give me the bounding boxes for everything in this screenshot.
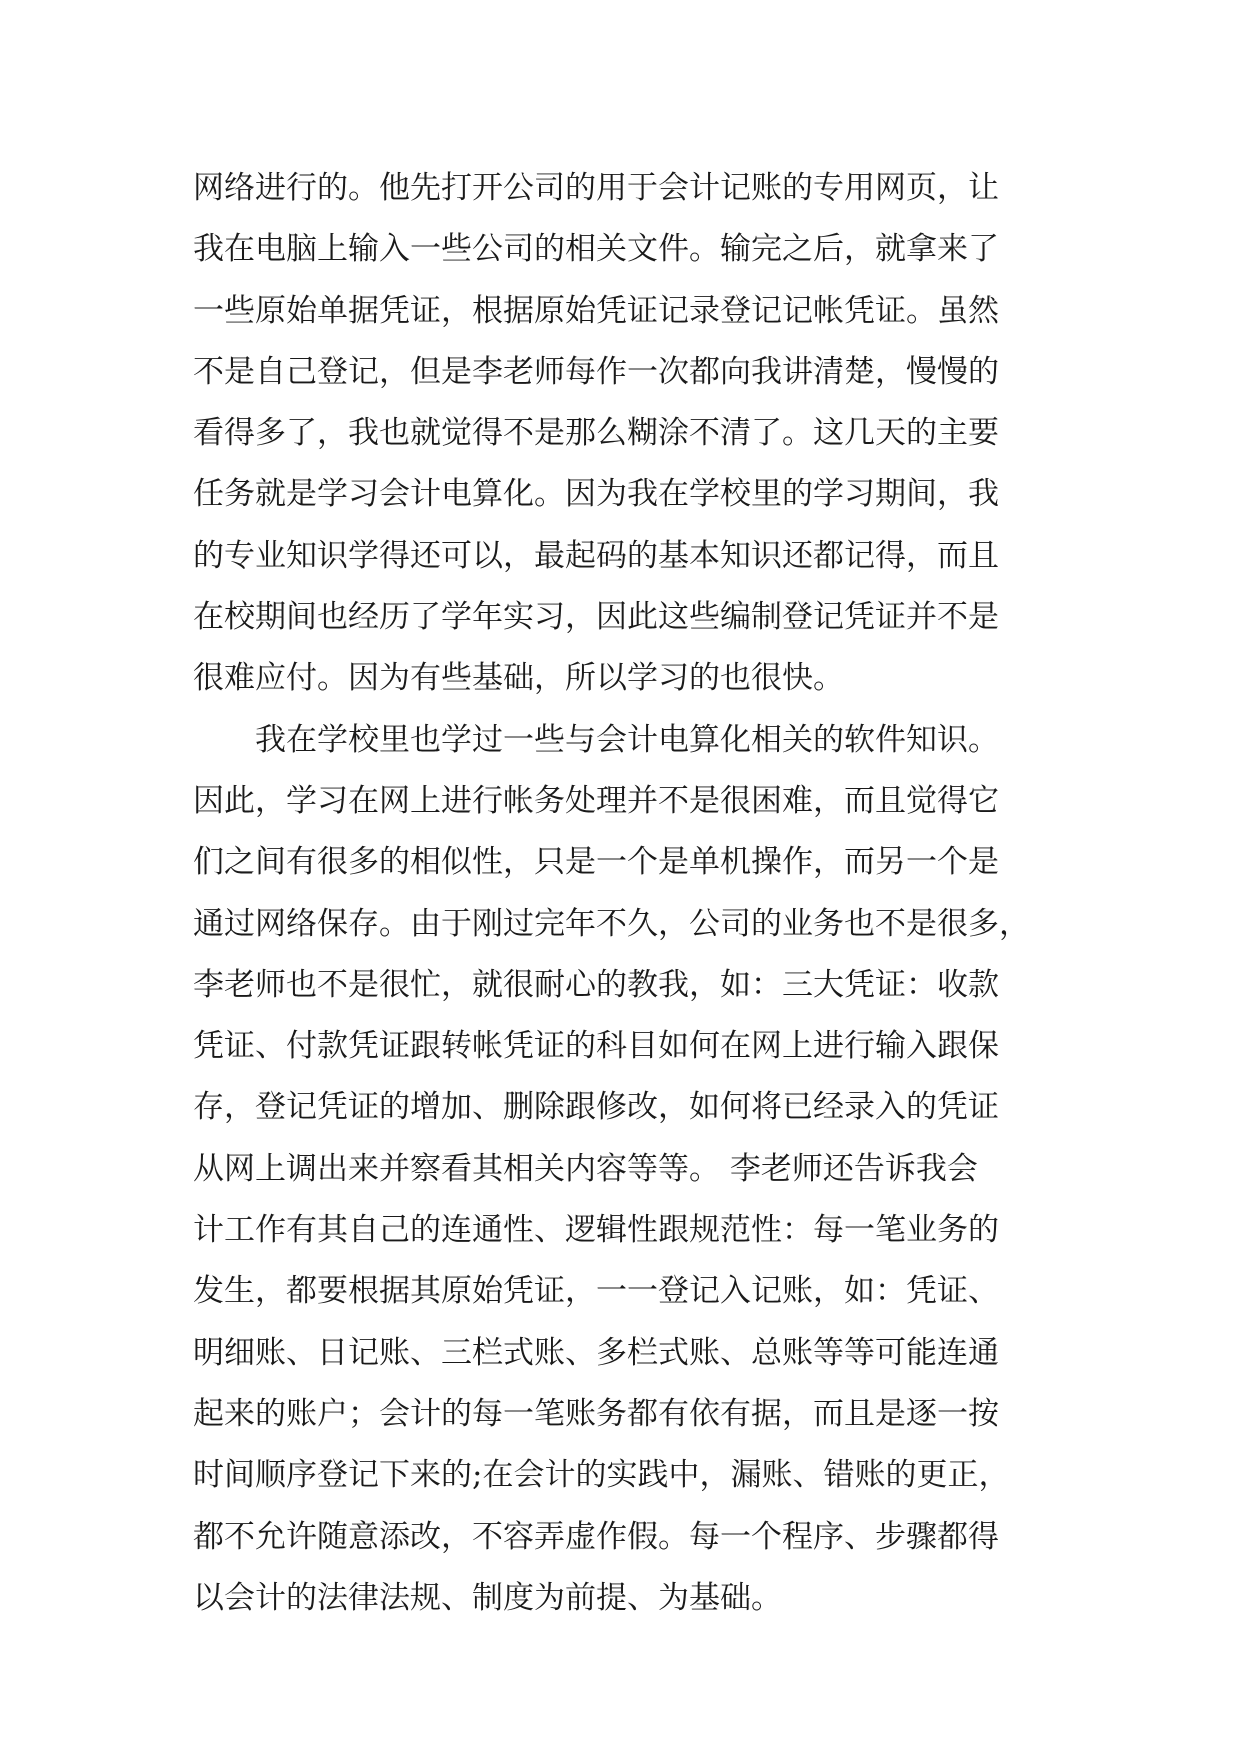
text-line-indented: 我在学校里也学过一些与会计电算化相关的软件知识。 [255,721,999,758]
text-line: 李老师也不是很忙，就很耐心的教我，如：三大凭证：收款 [193,966,999,1003]
text-line: 从网上调出来并察看其相关内容等等。 李老师还告诉我会 [193,1150,978,1187]
text-line: 我在电脑上输入一些公司的相关文件。输完之后，就拿来了 [193,231,999,268]
text-line: 以会计的法律法规、制度为前提、为基础。 [193,1579,782,1616]
paragraph-1 [193,158,1093,710]
text-line: 时间顺序登记下来的;在会计的实践中，漏账、错账的更正， [193,1457,1010,1494]
text-line: 发生，都要根据其原始凭证，一一登记入记账，如：凭证、 [193,1273,999,1310]
text-line: 计工作有其自己的连通性、逻辑性跟规范性：每一笔业务的 [193,1212,999,1249]
text-line: 的专业知识学得还可以，最起码的基本知识还都记得，而且 [193,537,999,574]
text-line: 看得多了，我也就觉得不是那么糊涂不清了。这几天的主要 [193,415,999,452]
text-line: 起来的账户；会计的每一笔账务都有依有据，而且是逐一按 [193,1395,999,1432]
text-line: 通过网络保存。由于刚过完年不久，公司的业务也不是很多， [193,905,1030,942]
text-line: 明细账、日记账、三栏式账、多栏式账、总账等等可能连通 [193,1334,999,1371]
paragraph-2 [193,710,1093,1629]
text-line: 不是自己登记，但是李老师每作一次都向我讲清楚，慢慢的 [193,353,999,390]
text-line: 因此，学习在网上进行帐务处理并不是很困难，而且觉得它 [193,782,999,819]
text-line: 网络进行的。他先打开公司的用于会计记账的专用网页，让 [193,170,999,206]
text-line: 在校期间也经历了学年实习，因此这些编制登记凭证并不是 [193,599,999,636]
text-line: 任务就是学习会计电算化。因为我在学校里的学习期间，我 [193,476,999,513]
text-line: 存，登记凭证的增加、删除跟修改，如何将已经录入的凭证 [193,1089,999,1126]
text-line: 们之间有很多的相似性，只是一个是单机操作，而另一个是 [193,844,999,881]
text-line: 都不允许随意添改，不容弄虚作假。每一个程序、步骤都得 [193,1518,999,1555]
text-line: 凭证、付款凭证跟转帐凭证的科目如何在网上进行输入跟保 [193,1028,999,1065]
text-line: 一些原始单据凭证，根据原始凭证记录登记记帐凭证。虽然 [193,292,999,329]
body-text [193,158,1093,1629]
text-line: 很难应付。因为有些基础，所以学习的也很快。 [193,660,844,697]
